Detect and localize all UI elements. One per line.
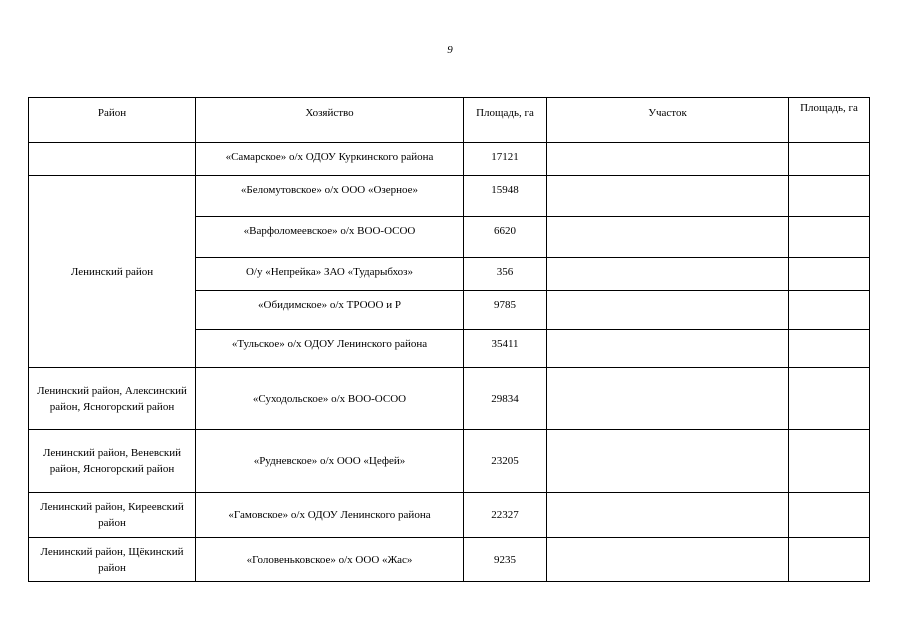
plot-area-cell [789,291,870,330]
farm-cell: «Гамовское» о/х ОДОУ Ленинского района [196,493,464,538]
farm-cell: «Беломутовское» о/х ООО «Озерное» [196,176,464,217]
area-cell: 15948 [464,176,547,217]
area-cell: 29834 [464,368,547,430]
page-number: 9 [447,44,453,56]
plot-cell [547,430,789,493]
area-cell: 6620 [464,217,547,258]
district-cell: Ленинский район [29,176,196,368]
plot-cell [547,176,789,217]
header-plot-area: Площадь, га [789,98,870,143]
table-row [29,493,870,538]
table-row [29,368,870,430]
table-row [29,176,870,217]
table-row [29,143,870,176]
plot-area-cell [789,258,870,291]
farm-cell: О/у «Непрейка» ЗАО «Тударыбхоз» [196,258,464,291]
area-cell: 22327 [464,493,547,538]
district-cell: Ленинский район, Киреевский район [29,493,196,538]
district-cell [29,143,196,176]
header-row [29,98,870,143]
plot-area-cell [789,330,870,368]
plot-cell [547,258,789,291]
plot-cell [547,330,789,368]
plot-area-cell [789,430,870,493]
plot-cell [547,493,789,538]
area-cell: 35411 [464,330,547,368]
plot-area-cell [789,538,870,582]
farm-cell: «Тульское» о/х ОДОУ Ленинского района [196,330,464,368]
farm-cell: «Варфоломеевское» о/х ВОО-ОСОО [196,217,464,258]
table-row [29,538,870,582]
plot-area-cell [789,176,870,217]
plot-cell [547,368,789,430]
header-farm: Хозяйство [196,98,464,143]
header-district: Район [29,98,196,143]
district-cell: Ленинский район, Веневский район, Ясногорский район [29,430,196,493]
plot-area-cell [789,368,870,430]
header-plot: Участок [547,98,789,143]
header-area: Площадь, га [464,98,547,143]
plot-cell [547,143,789,176]
farm-cell: «Головеньковское» о/х ООО «Жас» [196,538,464,582]
area-cell: 356 [464,258,547,291]
farm-cell: «Самарское» о/х ОДОУ Куркинского района [196,143,464,176]
farm-cell: «Суходольское» о/х ВОО-ОСОО [196,368,464,430]
farm-cell: «Рудневское» о/х ООО «Цефей» [196,430,464,493]
plot-area-cell [789,217,870,258]
area-cell: 23205 [464,430,547,493]
plot-area-cell [789,143,870,176]
area-cell: 17121 [464,143,547,176]
farm-cell: «Обидимское» о/х ТРООО и Р [196,291,464,330]
district-cell: Ленинский район, Щёкинский район [29,538,196,582]
area-cell: 9785 [464,291,547,330]
table-row [29,430,870,493]
plot-cell [547,217,789,258]
area-cell: 9235 [464,538,547,582]
farms-table [28,97,870,582]
district-cell: Ленинский район, Алексинский район, Ясногорский район [29,368,196,430]
plot-cell [547,538,789,582]
plot-area-cell [789,493,870,538]
plot-cell [547,291,789,330]
